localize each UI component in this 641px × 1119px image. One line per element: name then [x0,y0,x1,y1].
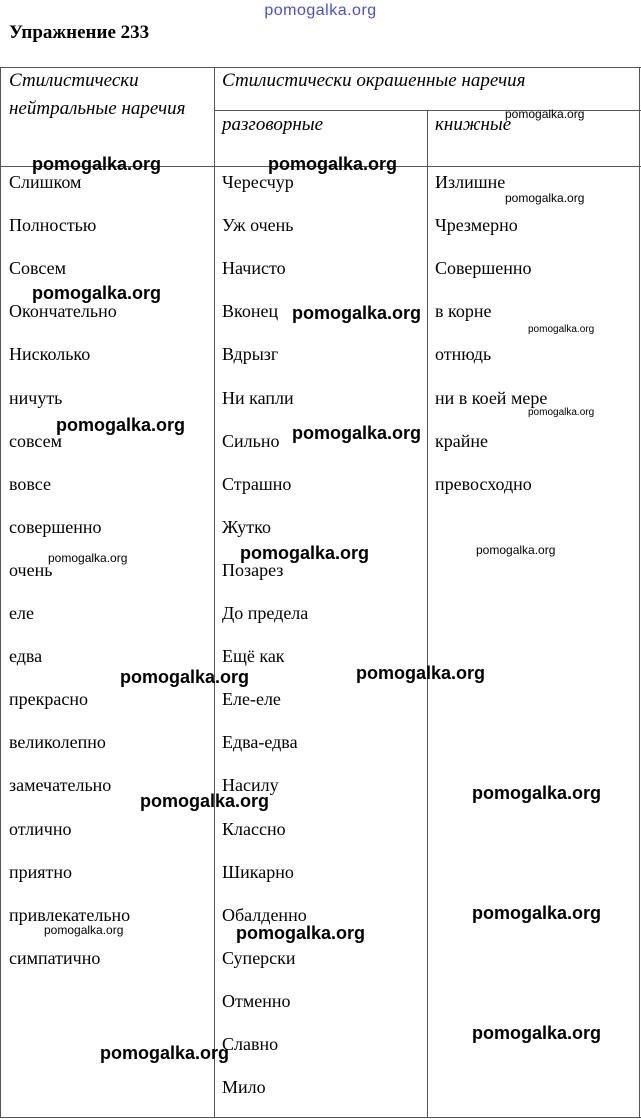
adverb-neutral: очень [9,560,53,580]
adverb-neutral: Окончательно [9,301,117,321]
watermark: pomogalka.org [472,903,602,923]
watermark: pomogalka.org [268,154,398,174]
adverb-colloquial: Вконец [222,301,279,321]
adverb-colloquial: Шикарно [222,862,294,882]
adverb-bookish: отнюдь [435,344,492,364]
table-border-left [0,67,1,1118]
adverb-colloquial: Обалденно [222,905,307,925]
adverb-colloquial: Сильно [222,431,280,451]
adverb-colloquial: Насилу [222,775,279,795]
header-bookish: книжные [435,114,512,135]
adverb-bookish: ни в коей мере [435,388,548,408]
adverb-neutral: вовсе [9,474,51,494]
watermark: pomogalka.org [528,407,595,418]
adverb-neutral: приятно [9,862,73,882]
column-divider-2 [427,110,428,1118]
exercise-title: Упражнение 233 [9,22,150,43]
watermark: pomogalka.org [292,423,422,443]
adverb-neutral: отлично [9,819,72,839]
watermark: pomogalka.org [292,303,422,323]
watermark: pomogalka.org [120,667,250,687]
adverb-colloquial: Жутко [222,517,271,537]
header-neutral: Стилистически нейтральные наречия [9,70,186,119]
watermark: pomogalka.org [356,663,486,683]
adverb-neutral: Слишком [9,172,82,192]
adverb-bookish: Излишне [435,172,506,192]
adverb-neutral: Полностью [9,215,97,235]
adverb-colloquial: Еле-еле [222,689,281,709]
adverb-colloquial: Славно [222,1034,279,1054]
watermark: pomogalka.org [140,791,270,811]
adverb-bookish: крайне [435,431,488,451]
site-label[interactable]: pomogalka.org [264,2,377,19]
adverb-neutral: ничуть [9,388,63,408]
adverb-bookish: превосходно [435,474,532,494]
watermark: pomogalka.org [44,923,124,937]
adverb-neutral: симпатично [9,948,101,968]
column-divider-1 [214,67,215,1118]
table-border-right [639,67,640,1118]
adverb-neutral: привлекательно [9,905,131,925]
adverb-neutral: совершенно [9,517,102,537]
adverb-colloquial: Мило [222,1077,266,1097]
watermark: pomogalka.org [472,783,602,803]
adverb-colloquial: Ни капли [222,388,294,408]
adverb-colloquial: Страшно [222,474,292,494]
watermark: pomogalka.org [472,1023,602,1043]
watermark: pomogalka.org [32,283,162,303]
watermark: pomogalka.org [56,415,186,435]
header-colloquial: разговорные [222,114,324,135]
adverb-neutral: замечательно [9,775,112,795]
watermark: pomogalka.org [32,154,162,174]
adverb-colloquial: Суперски [222,948,296,968]
watermark: pomogalka.org [476,543,556,557]
watermark: pomogalka.org [505,191,585,205]
adverb-colloquial: Вдрызг [222,344,279,364]
watermark: pomogalka.org [528,324,595,335]
adverb-colloquial: Ещё как [222,646,285,666]
adverb-neutral: совсем [9,431,62,451]
header-colored: Стилистически окрашенные наречия [222,70,526,91]
adverb-neutral: Совсем [9,258,66,278]
adverb-bookish: Чрезмерно [435,215,518,235]
adverb-neutral: едва [9,646,43,666]
watermark: pomogalka.org [505,107,585,121]
adverb-neutral: еле [9,603,34,623]
adverb-neutral: великолепно [9,732,106,752]
adverb-colloquial: До предела [222,603,309,623]
watermark: pomogalka.org [240,543,370,563]
adverb-colloquial: Едва-едва [222,732,298,752]
table-border-bottom [0,1117,641,1118]
watermark: pomogalka.org [48,551,128,565]
adverb-bookish: Совершенно [435,258,532,278]
watermark: pomogalka.org [236,923,366,943]
adverb-neutral: Нисколько [9,344,91,364]
adverb-colloquial: Позарез [222,560,284,580]
watermark: pomogalka.org [100,1043,230,1063]
adverb-colloquial: Уж очень [222,215,294,235]
adverb-neutral: прекрасно [9,689,88,709]
adverb-colloquial: Классно [222,819,286,839]
adverb-colloquial: Начисто [222,258,286,278]
adverb-colloquial: Отменно [222,991,291,1011]
adverb-bookish: в корне [435,301,492,321]
adverb-colloquial: Чересчур [222,172,294,192]
